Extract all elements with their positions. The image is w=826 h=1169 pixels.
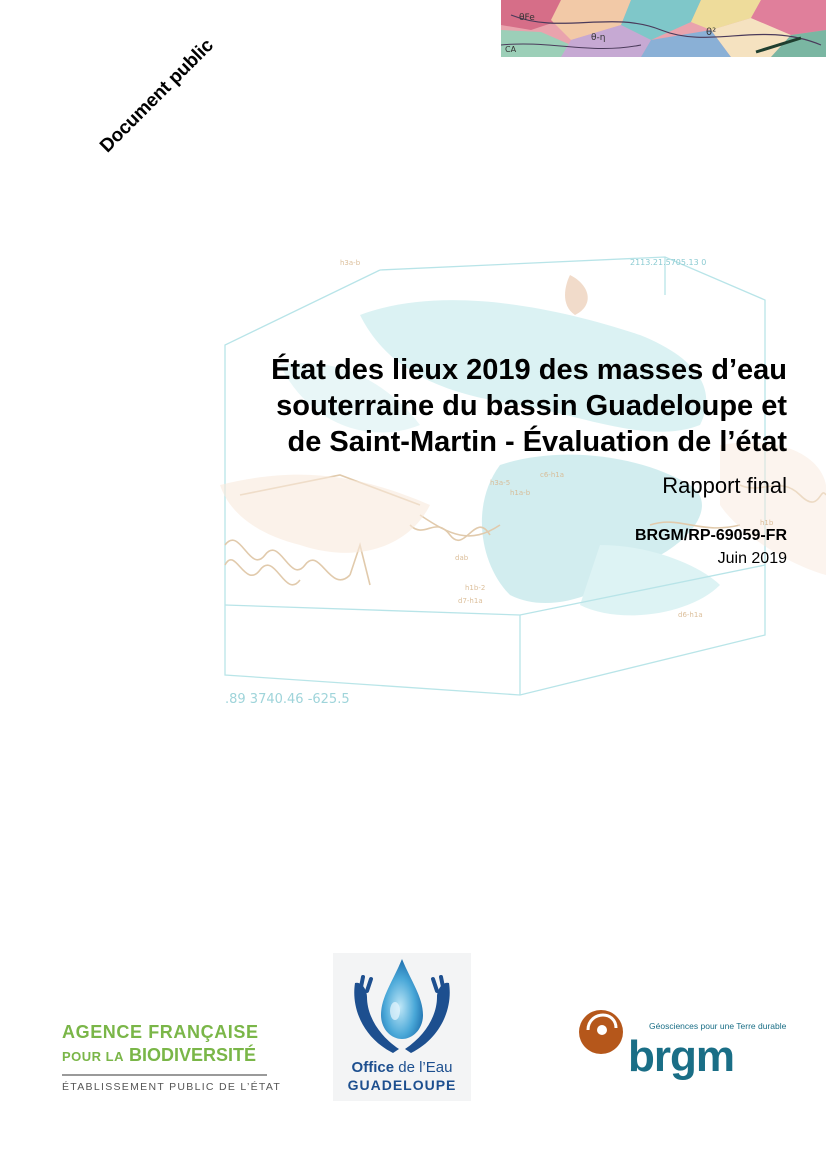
afb-logo-line2	[62, 1045, 277, 1066]
office-eau-logo	[333, 953, 471, 1101]
report-title	[167, 352, 787, 460]
watermark-label: h3a-b	[340, 259, 361, 267]
svg-text:θ²: θ²	[706, 27, 717, 38]
afb-logo-line2-main: BIODIVERSITÉ	[129, 1045, 257, 1065]
afb-logo-line3: ÉTABLISSEMENT PUBLIC DE L’ÉTAT	[62, 1081, 282, 1093]
office-eau-logo-line1	[333, 1059, 471, 1076]
watermark-label: d6-h1a	[678, 611, 703, 619]
report-subtitle: Rapport final	[662, 473, 787, 498]
svg-text:CA: CA	[505, 45, 517, 54]
watermark-label: dab	[455, 554, 469, 562]
svg-text:θFe: θFe	[519, 13, 535, 23]
office-eau-logo-line2: GUADELOUPE	[347, 1077, 457, 1093]
report-title-line: État des lieux 2019 des masses d’eau	[271, 354, 787, 386]
office-eau-logo-office: Office	[351, 1059, 395, 1076]
geological-map-banner	[501, 0, 826, 57]
water-drop-hands-icon	[333, 953, 471, 1061]
afb-logo-divider	[62, 1074, 267, 1076]
brgm-wordmark: brgm	[628, 1032, 734, 1081]
afb-logo-line2-prefix: POUR LA	[62, 1049, 124, 1064]
afb-logo-line1: AGENCE FRANÇAISE	[62, 1022, 259, 1042]
report-title-line: souterraine du bassin Guadeloupe et	[276, 390, 787, 422]
brgm-sphere-icon	[578, 1008, 628, 1058]
watermark-coord-top: 2113.21.5705.13 0	[630, 258, 707, 267]
watermark-label: d7-h1a	[458, 597, 483, 605]
watermark-label: h1a-b	[510, 489, 531, 497]
watermark-label: c6-h1a	[540, 471, 565, 479]
brgm-logo	[578, 1008, 798, 1090]
document-public-stamp: Document public	[96, 35, 218, 157]
watermark-coord-bottom: .89 3740.46 -625.5	[225, 692, 350, 707]
svg-text:θ-η: θ-η	[591, 33, 606, 43]
afb-logo	[62, 1022, 282, 1094]
brgm-tagline: Géosciences pour une Terre durable	[649, 1021, 787, 1031]
office-eau-logo-de-leau: de l’Eau	[394, 1059, 453, 1076]
watermark-label: h1b	[760, 519, 774, 527]
watermark-label: h1b-2	[465, 584, 486, 592]
report-reference: BRGM/RP-69059-FR	[634, 527, 787, 544]
report-date: Juin 2019	[717, 550, 787, 567]
report-title-line: de Saint-Martin - Évaluation de l’état	[287, 426, 787, 458]
watermark-label: h3a-5	[490, 479, 511, 487]
